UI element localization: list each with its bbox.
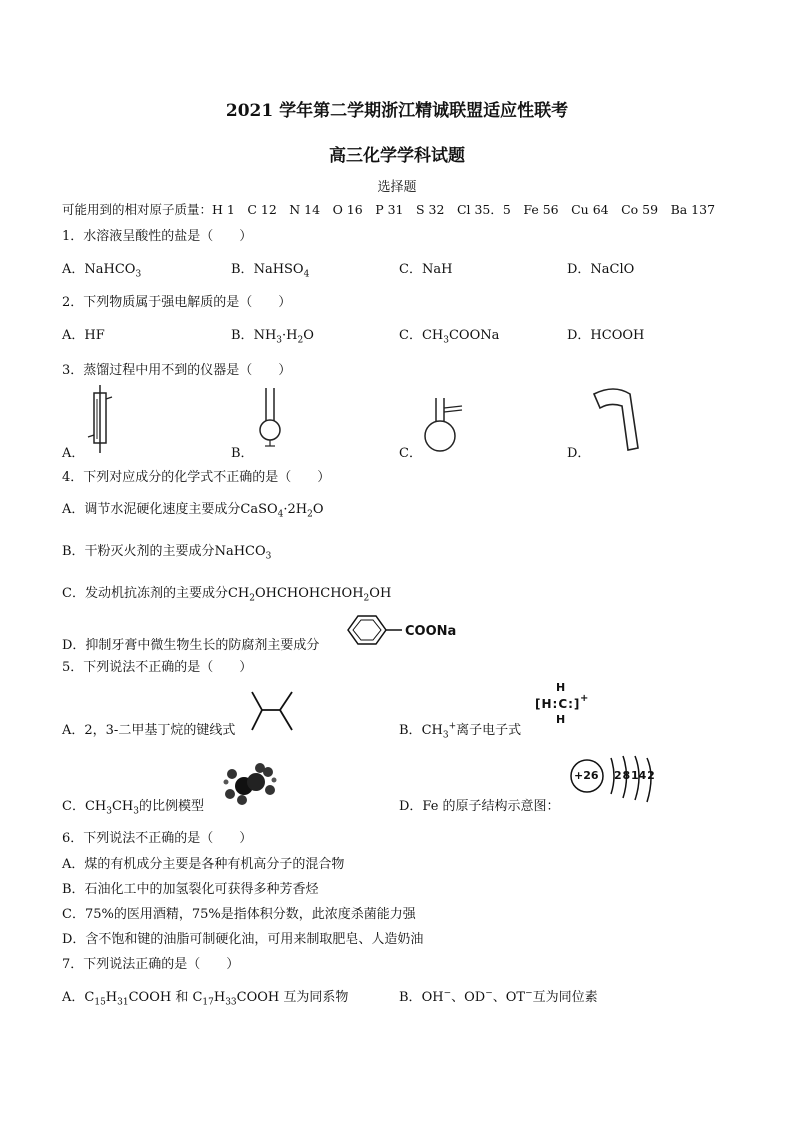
section-heading: 选择题	[377, 180, 417, 195]
ch3-electron-formula-core: [H:C:]	[535, 697, 581, 711]
question-1-stem: 1．水溶液呈酸性的盐是（ ）	[62, 229, 253, 244]
q5-option-a: A．2，3-二甲基丁烷的键线式	[62, 723, 236, 738]
q4-option-d: D．抑制牙膏中微生物生长的防腐剂主要成分	[62, 638, 320, 653]
ch3-electron-formula-bottom-h: H	[556, 713, 566, 726]
q1-option-a: A．NaHCO$_3$	[62, 262, 142, 280]
question-7-stem: 7．下列说法正确的是（ ）	[62, 957, 240, 972]
benzoate-group-label: COONa	[405, 624, 457, 639]
q6-option-a: A．煤的有机成分主要是各种有机高分子的混合物	[62, 857, 345, 872]
q5-option-b: B．$CH_3^+$离子电子式	[399, 721, 522, 741]
question-6-stem: 6．下列说法不正确的是（ ）	[62, 831, 253, 846]
ch3-electron-formula-top-h: H	[556, 681, 566, 694]
exam-title: 2021 学年第二学期浙江精诚联盟适应性联考	[225, 101, 569, 121]
q6-option-c: C．75%的医用酒精，75%是指体积分数，此浓度杀菌能力强	[62, 907, 416, 922]
dimethylbutane-skeletal-formula	[248, 690, 296, 734]
q2-option-c: C．$CH_3COONa$	[399, 328, 500, 346]
q3-option-a: A．	[62, 446, 85, 461]
q6-option-d: D．含不饱和键的油脂可制硬化油，可用来制取肥皂、人造奶油	[62, 932, 424, 947]
q3-option-d: D．	[567, 446, 591, 461]
q1-option-d: D．NaClO	[567, 262, 635, 277]
q2-option-b: B．$NH_3\cdot H_2O$	[231, 328, 314, 346]
q3-option-c: C．	[399, 446, 422, 461]
round-bottom-flask-icon	[255, 388, 285, 448]
fe-shell-electrons: 2 8 14 2	[614, 769, 655, 782]
ethane-space-filling-model	[220, 762, 280, 807]
q4-option-a: A．调节水泥硬化速度主要成分$CaSO_4\cdot 2H_2O$	[62, 502, 324, 520]
q7-option-a: A．$C_{15}H_{31}COOH$ 和 $C_{17}H_{33}COOH$ 互为同系物	[62, 990, 349, 1008]
q3-option-b: B．	[231, 446, 254, 461]
q6-option-b: B．石油化工中的加氢裂化可获得多种芳香烃	[62, 882, 319, 897]
exam-subtitle: 高三化学学科试题	[329, 146, 465, 166]
question-2-stem: 2．下列物质属于强电解质的是（ ）	[62, 295, 292, 310]
ch3-electron-formula-charge: +	[580, 693, 589, 704]
q2-option-a: A．HF	[62, 328, 105, 343]
q2-option-d: D．HCOOH	[567, 328, 645, 343]
atomic-masses: 可能用到的相对原子质量：H 1 C 12 N 14 O 16 P 31 S 32 Cl 35．5 Fe 56 Cu 64 Co 59 Ba 137	[62, 202, 716, 217]
fe-atomic-structure-diagram	[565, 756, 665, 808]
q7-option-b: B．OH−、OD−、OT−互为同位素	[399, 988, 598, 1005]
q4-option-b: B．干粉灭火剂的主要成分NaHCO$_3$	[62, 544, 272, 562]
question-3-stem: 3．蒸馏过程中用不到的仪器是（ ）	[62, 363, 292, 378]
question-4-stem: 4．下列对应成分的化学式不正确的是（ ）	[62, 470, 331, 485]
bent-adapter-icon	[592, 388, 640, 452]
q1-option-c: C．NaH	[399, 262, 453, 277]
question-5-stem: 5．下列说法不正确的是（ ）	[62, 660, 253, 675]
q1-option-b: B．NaHSO$_4$	[231, 262, 310, 280]
q5-option-d: D．Fe 的原子结构示意图：	[399, 799, 560, 814]
distillation-flask-icon	[420, 398, 470, 453]
fe-nucleus-charge: +26	[574, 769, 599, 782]
q4-option-c: C．发动机抗冻剂的主要成分$CH_2OHCHOHCHOH_2OH$	[62, 586, 392, 604]
condenser-icon	[85, 385, 115, 455]
q5-option-c: C．$CH_3CH_3$的比例模型	[62, 799, 205, 817]
